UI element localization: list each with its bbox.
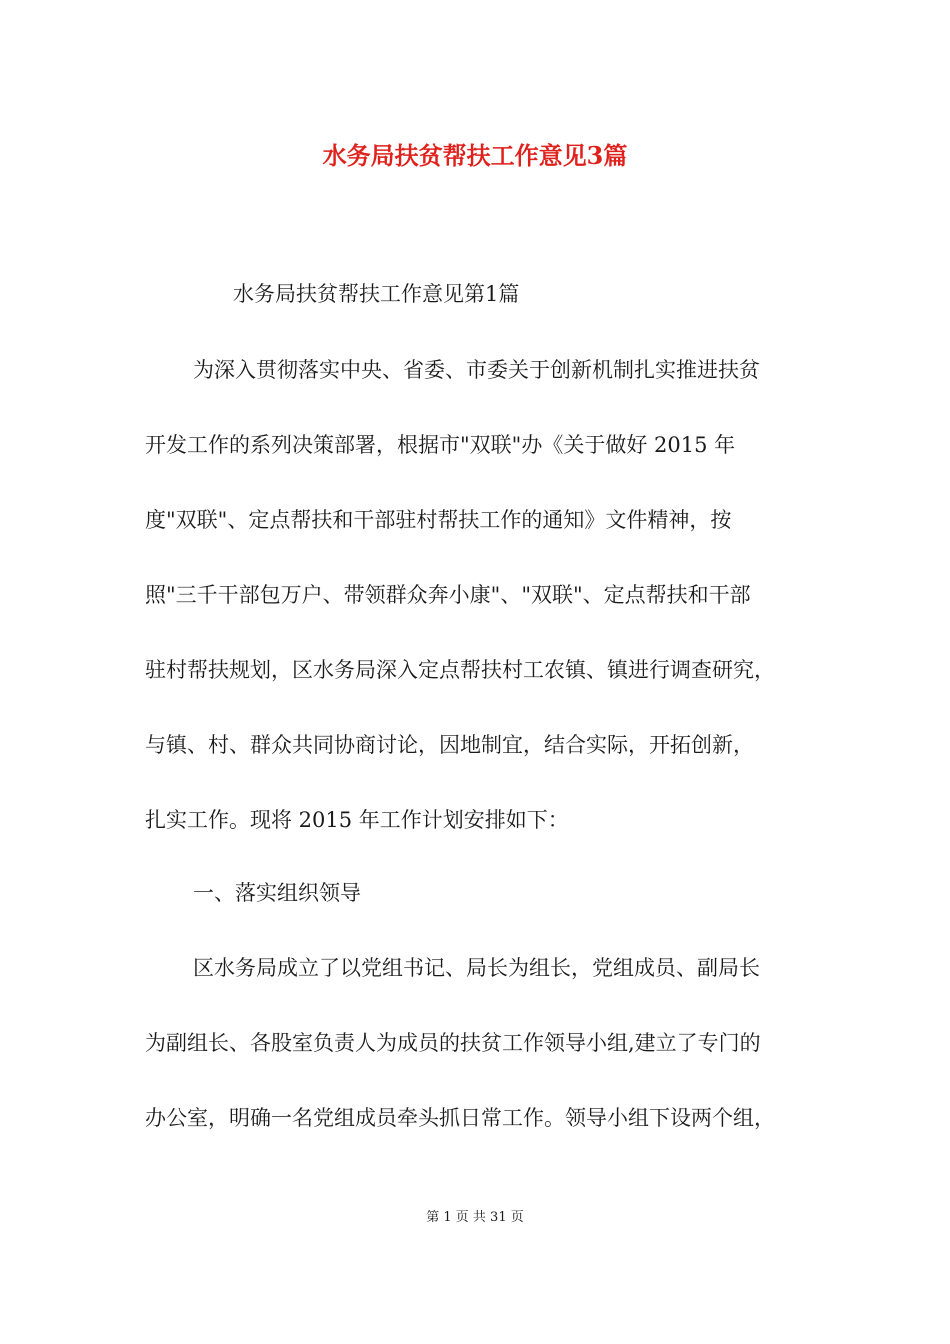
section-heading-1: 一、落实组织领导 [193,881,361,905]
section-subheading: 水务局扶贫帮扶工作意见第1篇 [233,282,520,306]
paragraph-line: 为深入贯彻落实中央、省委、市委关于创新机制扎实推进扶贫 [193,358,760,382]
paragraph-line: 为副组长、各股室负责人为成员的扶贫工作领导小组,建立了专门的 [145,1031,761,1055]
paragraph-line: 区水务局成立了以党组书记、局长为组长，党组成员、副局长 [193,956,760,980]
paragraph-line: 照"三千干部包万户、带领群众奔小康"、"双联"、定点帮扶和干部 [145,583,751,607]
paragraph-line: 度"双联"、定点帮扶和干部驻村帮扶工作的通知》文件精神，按 [145,508,732,532]
paragraph-line: 扎实工作。现将 2015 年工作计划安排如下： [145,808,569,832]
paragraph-line: 与镇、村、群众共同协商讨论，因地制宜，结合实际，开拓创新， [145,733,754,757]
paragraph-line: 办公室，明确一名党组成员牵头抓日常工作。领导小组下设两个组， [145,1106,775,1130]
page-footer: 第 1 页 共 31 页 [426,1210,524,1225]
paragraph-line: 开发工作的系列决策部署，根据市"双联"办《关于做好 2015 年 [145,433,736,457]
document-title: 水务局扶贫帮扶工作意见3篇 [322,141,628,170]
paragraph-line: 驻村帮扶规划，区水务局深入定点帮扶村工农镇、镇进行调查研究， [145,658,775,682]
